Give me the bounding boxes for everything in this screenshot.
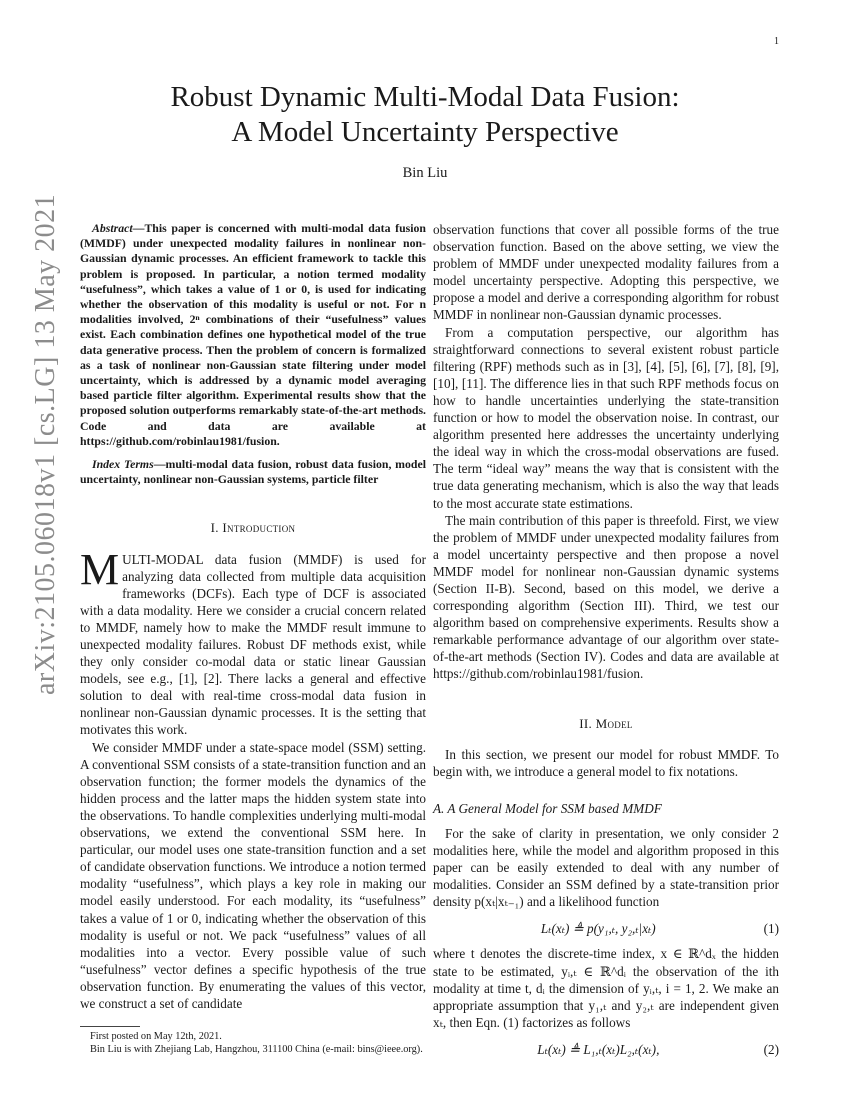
equation-2 [433,1041,779,1058]
model-paragraph-2: For the sake of clarity in presentation, we only consider 2 modalities here, while the model and algorithm proposed in this paper can be easily extended to deal with any number of modalities. Consider an SSM defined by a state-transition prior density p(xₜ|xₜ₋₁) and a likelihood function [433,825,779,910]
abstract-label: Abstract [92,221,133,235]
section-title: Model [595,715,633,731]
section-heading-introduction [80,519,426,536]
equation-number: (1) [763,921,779,937]
subsection-heading: A. A General Model for SSM based MMDF [433,800,662,816]
abstract-text: —This paper is concerned with multi-modal data fusion (MMDF) under unexpected modality failures in nonlinear non-Gaussian dynamic processes. An efficient framework to tackle this problem is proposed. In particular, a notion termed modality “usefulness”, which takes a value of 1 or 0, is used for indicating whether the observation of this modality is useful or not. For n modalities involved, 2ⁿ combinations of their “usefulness” values exist. Each combination defines one hypothetical model of the true data generative process. Then the problem of concern is formalized as a task of nonlinear non-Gaussian state filtering under model uncertainty, which is addressed by a dynamic model averaging based particle filter algorithm. Experimental results show that the proposed solution outperforms remarkably state-of-the-art methods. Code and data are available at https://github.com/robinlau1981/fusion. [80,221,426,448]
footnote-posted: First posted on May 12th, 2021. [90,1031,222,1042]
section-title: Introduction [222,520,296,536]
equation-expression: Lₜ(xₜ) ≜ p(y₁,ₜ, y₂,ₜ|xₜ) [540,921,656,937]
index-terms-text: —multi-modal data fusion, robust data fusion, model uncertainty, nonlinear non-Gaussian systems, particle filter [80,457,426,487]
equation-1 [433,920,779,937]
page-number: 1 [774,36,779,47]
intro-paragraph-2: We consider MMDF under a state-space model (SSM) setting. A conventional SSM consists of a state-transition function and an observation function; the former models the dynamics of the hidden process and the latter maps the hidden system state into the observations. To handle complexities underlying multi-modal observations, we extend the conventional SSM here. In particular, our model uses one state-transition function and a set of candidate observation functions. We introduce a notion termed modality “usefulness”, which plays a key role in making our model easily understood. For each modality, its “usefulness” takes a value of 1 or 0, indicating whether the observation of this modality is useful or not. We pack “usefulness” values of all modalities into a vector. Every possible value of such “usefulness” vector defines a specific hypothesis of the true observation function. By enumerating the values of this vector, we construct a set of candidate [80,739,426,1011]
author: Bin Liu [402,165,448,181]
model-paragraph-1: In this section, we present our model for robust MMDF. To begin with, we introduce a general model to fix notations. [433,746,779,779]
footnote-rule [80,1026,140,1027]
footnote-affiliation: Bin Liu is with Zhejiang Lab, Hangzhou, 311100 China (e-mail: bins@ieee.org). [90,1044,423,1055]
left-column [80,221,426,1012]
abstract [80,221,426,449]
section-number: I. [210,520,223,536]
drop-cap: M [80,544,120,594]
right-paragraph-3: The main contribution of this paper is threefold. First, we view the problem of MMDF under unexpected modality failures from a model uncertainty perspective and then propose a novel MMDF model for nonlinear non-Gaussian dynamic systems (Section II-B). Second, based on this model, we derive a corresponding algorithm (Section III). Third, we test our algorithm based on comprehensive experiments. Results show a remarkable performance advantage of our algorithm over state-of-the-art methods (Section IV). Codes and data are available at https://github.com/robinlau1981/fusion. [433,512,779,682]
intro-paragraph-1 [80,544,426,739]
model-paragraph-3: where t denotes the discrete-time index, x ∈ ℝ^dₓ the hidden state to be estimated, yᵢ,ₜ ∈ ℝ^dᵢ the observation of the ith modality at time t, dᵢ the dimension of yᵢ,ₜ, i = 1, 2. We make an appropriate assumption that y₁,ₜ and y₂,ₜ are independent given xₜ, then Eqn. (1) factorizes as follows [433,946,779,1030]
title-line-1: Robust Dynamic Multi-Modal Data Fusion: [170,81,680,113]
equation-expression: Lₜ(xₜ) ≜ L₁,ₜ(xₜ)L₂,ₜ(xₜ), [537,1041,660,1057]
right-column [433,221,779,1066]
intro-paragraph-1-text: ULTI-MODAL data fusion (MMDF) is used for analyzing data collected from multiple data acquisition frameworks (DCFs). Each type of DCF is associated with a data modality. Here we consider a crucial concern related to MMDF, namely how to make the MMDF result immune to unexpected modality failures. Robust DF methods exist, while they only consider co-modal data or static linear Gaussian models, see e.g., [1], [2]. There lacks a general and effective solution to deal with real-time cross-modal data fusion in nonlinear non-Gaussian dynamic processes. It is the setting that motivates this work. [80,551,426,738]
index-terms-label: Index Terms [92,457,154,472]
equation-number: (2) [763,1041,779,1057]
section-number: II. [579,715,596,731]
index-terms [80,457,426,487]
section-heading-model [433,715,779,732]
right-paragraph-2: From a computation perspective, our algorithm has straightforward connections to several existent robust particle filtering (RPF) methods such as in [3], [4], [5], [6], [7], [8], [9], [10], [11]. The difference lies in that such RPF methods focus on how to handle uncertainties underlying the state-transition function or how to model the observation noise. In contrast, our algorithm presented here addresses the uncertainty underlying the ideal way in which the cross-modal observations are fused. The term “ideal way” means the way that is consistent with the true data generating mechanism, which is also the way that leads to the most accurate state estimations. [433,324,779,511]
title-line-2: A Model Uncertainty Perspective [231,116,619,148]
paper-title [80,80,770,150]
right-paragraph-1: observation functions that cover all possible forms of the true observation function. Based on the above setting, we view the problem of MMDF under unexpected modality failures from a model uncertainty perspective. Adopting this perspective, we propose a model and derive a corresponding algorithm for robust MMDF in nonlinear non-Gaussian dynamic processes. [433,222,779,323]
footnotes [80,1030,426,1056]
arxiv-stamp: arXiv:2105.06018v1 [cs.LG] 13 May 2021 [30,193,61,695]
